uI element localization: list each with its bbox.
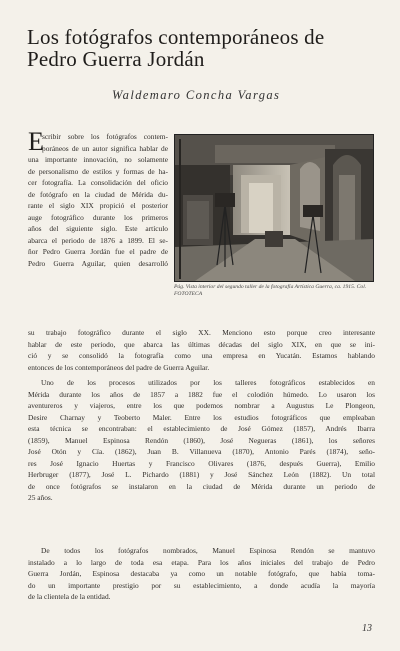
body-line: su trabajo fotográfico durante el siglo XX. Menciono esto porque creo interesante	[28, 328, 375, 337]
drop-cap: E	[28, 127, 44, 156]
body-line: aventureros y viajeros, entre los que podemos nombrar a Augustus Le Plongeon,	[28, 401, 375, 411]
body-line: scribir sobre los fotógrafos contem-	[42, 132, 168, 141]
body-line: De todos los fotógrafos nombrados, Manuel Espinosa Rendón se mantuvo	[41, 546, 375, 555]
body-line: do un importante prestigio por su establecimiento, a donde acudía la mayoría	[28, 580, 375, 590]
body-line: entonces de los contemporáneos del padre de Guerra Aguilar.	[28, 362, 210, 372]
body-line: abarca el periodo de 1876 a 1899. El se-	[28, 235, 168, 245]
wide-paragraph-2	[28, 377, 375, 504]
body-line: esta técnica se encontraban: el establecimiento de José Gómez (1857), Andrés Ibarra	[28, 424, 375, 434]
body-line: una importante innovación, no solamente	[28, 155, 168, 165]
body-line: instalado a lo largo de toda esa etapa. Para los años iniciales del trabajo de Pedro	[28, 557, 375, 567]
body-line: poráneos de un autor significa hablar de	[42, 143, 168, 153]
body-line: Uno de los procesos utilizados por los talleres fotográficos establecidos en	[41, 378, 375, 387]
body-line: (1859), Manuel Espinosa Rendón (1860), José Negueras (1861), los señores	[28, 435, 375, 445]
body-line: de fotógrafo en la ciudad de Mérida du-	[28, 189, 168, 199]
wide-paragraph-3	[28, 545, 375, 603]
body-line: Mérida durante los años de 1857 a 1882 fue el colodión húmedo. Lo usaron los	[28, 389, 375, 399]
body-line: de la clientela de la entidad.	[28, 592, 111, 602]
body-line: ñor Pedro Guerra Jordán fue el padre de	[28, 247, 168, 257]
body-line: cer fotografía. La consolidación del oficio	[28, 178, 168, 188]
body-line: José Otón y Cía. (1862), Juan B. Villanueva (1870), Antonio Parés (1874), seño-	[28, 447, 375, 457]
body-line: de once fotógrafos se instalaron en la ciudad de Mérida durante un periodo de	[28, 481, 375, 491]
narrow-column	[28, 127, 168, 270]
title-line-1: Los fotógrafos contemporáneos de	[27, 25, 325, 49]
body-line: hablar de este periodo, que abarca las últimas décadas del siglo XIX, en que se ini-	[28, 339, 375, 349]
body-line: Guerra Jordán, Espinosa destacaba ya como un notable fotógrafo, que había toma-	[28, 569, 375, 579]
body-line: Herbruger (1877), José L. Pichardo (1881) y José Sánchez León (1882). Un total	[28, 470, 375, 480]
title-line-2: Pedro Guerra Jordán	[27, 47, 205, 71]
body-line: Desire Charnay y Teoberto Maler. Entre los estudios fotográficos que empleaban	[28, 412, 375, 422]
body-line: de personalismo de estilos y formas de ha-	[28, 166, 168, 176]
photo-caption: Pág. Vista interior del segundo taller de la fotografía Artística Guerra, ca. 1915. Col. FOTOTECA	[174, 284, 367, 297]
body-line: 25 años.	[28, 493, 53, 503]
body-line: años del siguiente siglo. Este artículo	[28, 224, 168, 234]
body-line: auge fotográfico durante los primeros	[28, 212, 168, 222]
wide-paragraph-1	[28, 327, 375, 373]
body-line: rante el siglo XIX propició el posterior	[28, 201, 168, 211]
author-name: Waldemaro Concha Vargas	[112, 88, 281, 102]
body-line: ció y se consolidó la fotografía como una empresa en Yucatán. Estamos hablando	[28, 351, 375, 361]
article-title	[27, 26, 367, 70]
page-number: 13	[362, 623, 372, 634]
body-line: res José Ignacio Huertas y Francisco Olivares (1876, después Guerra), Emilio	[28, 458, 375, 468]
body-line: Pedro Guerra Aguilar, quien desarrolló	[28, 259, 168, 269]
studio-photograph	[174, 134, 374, 282]
